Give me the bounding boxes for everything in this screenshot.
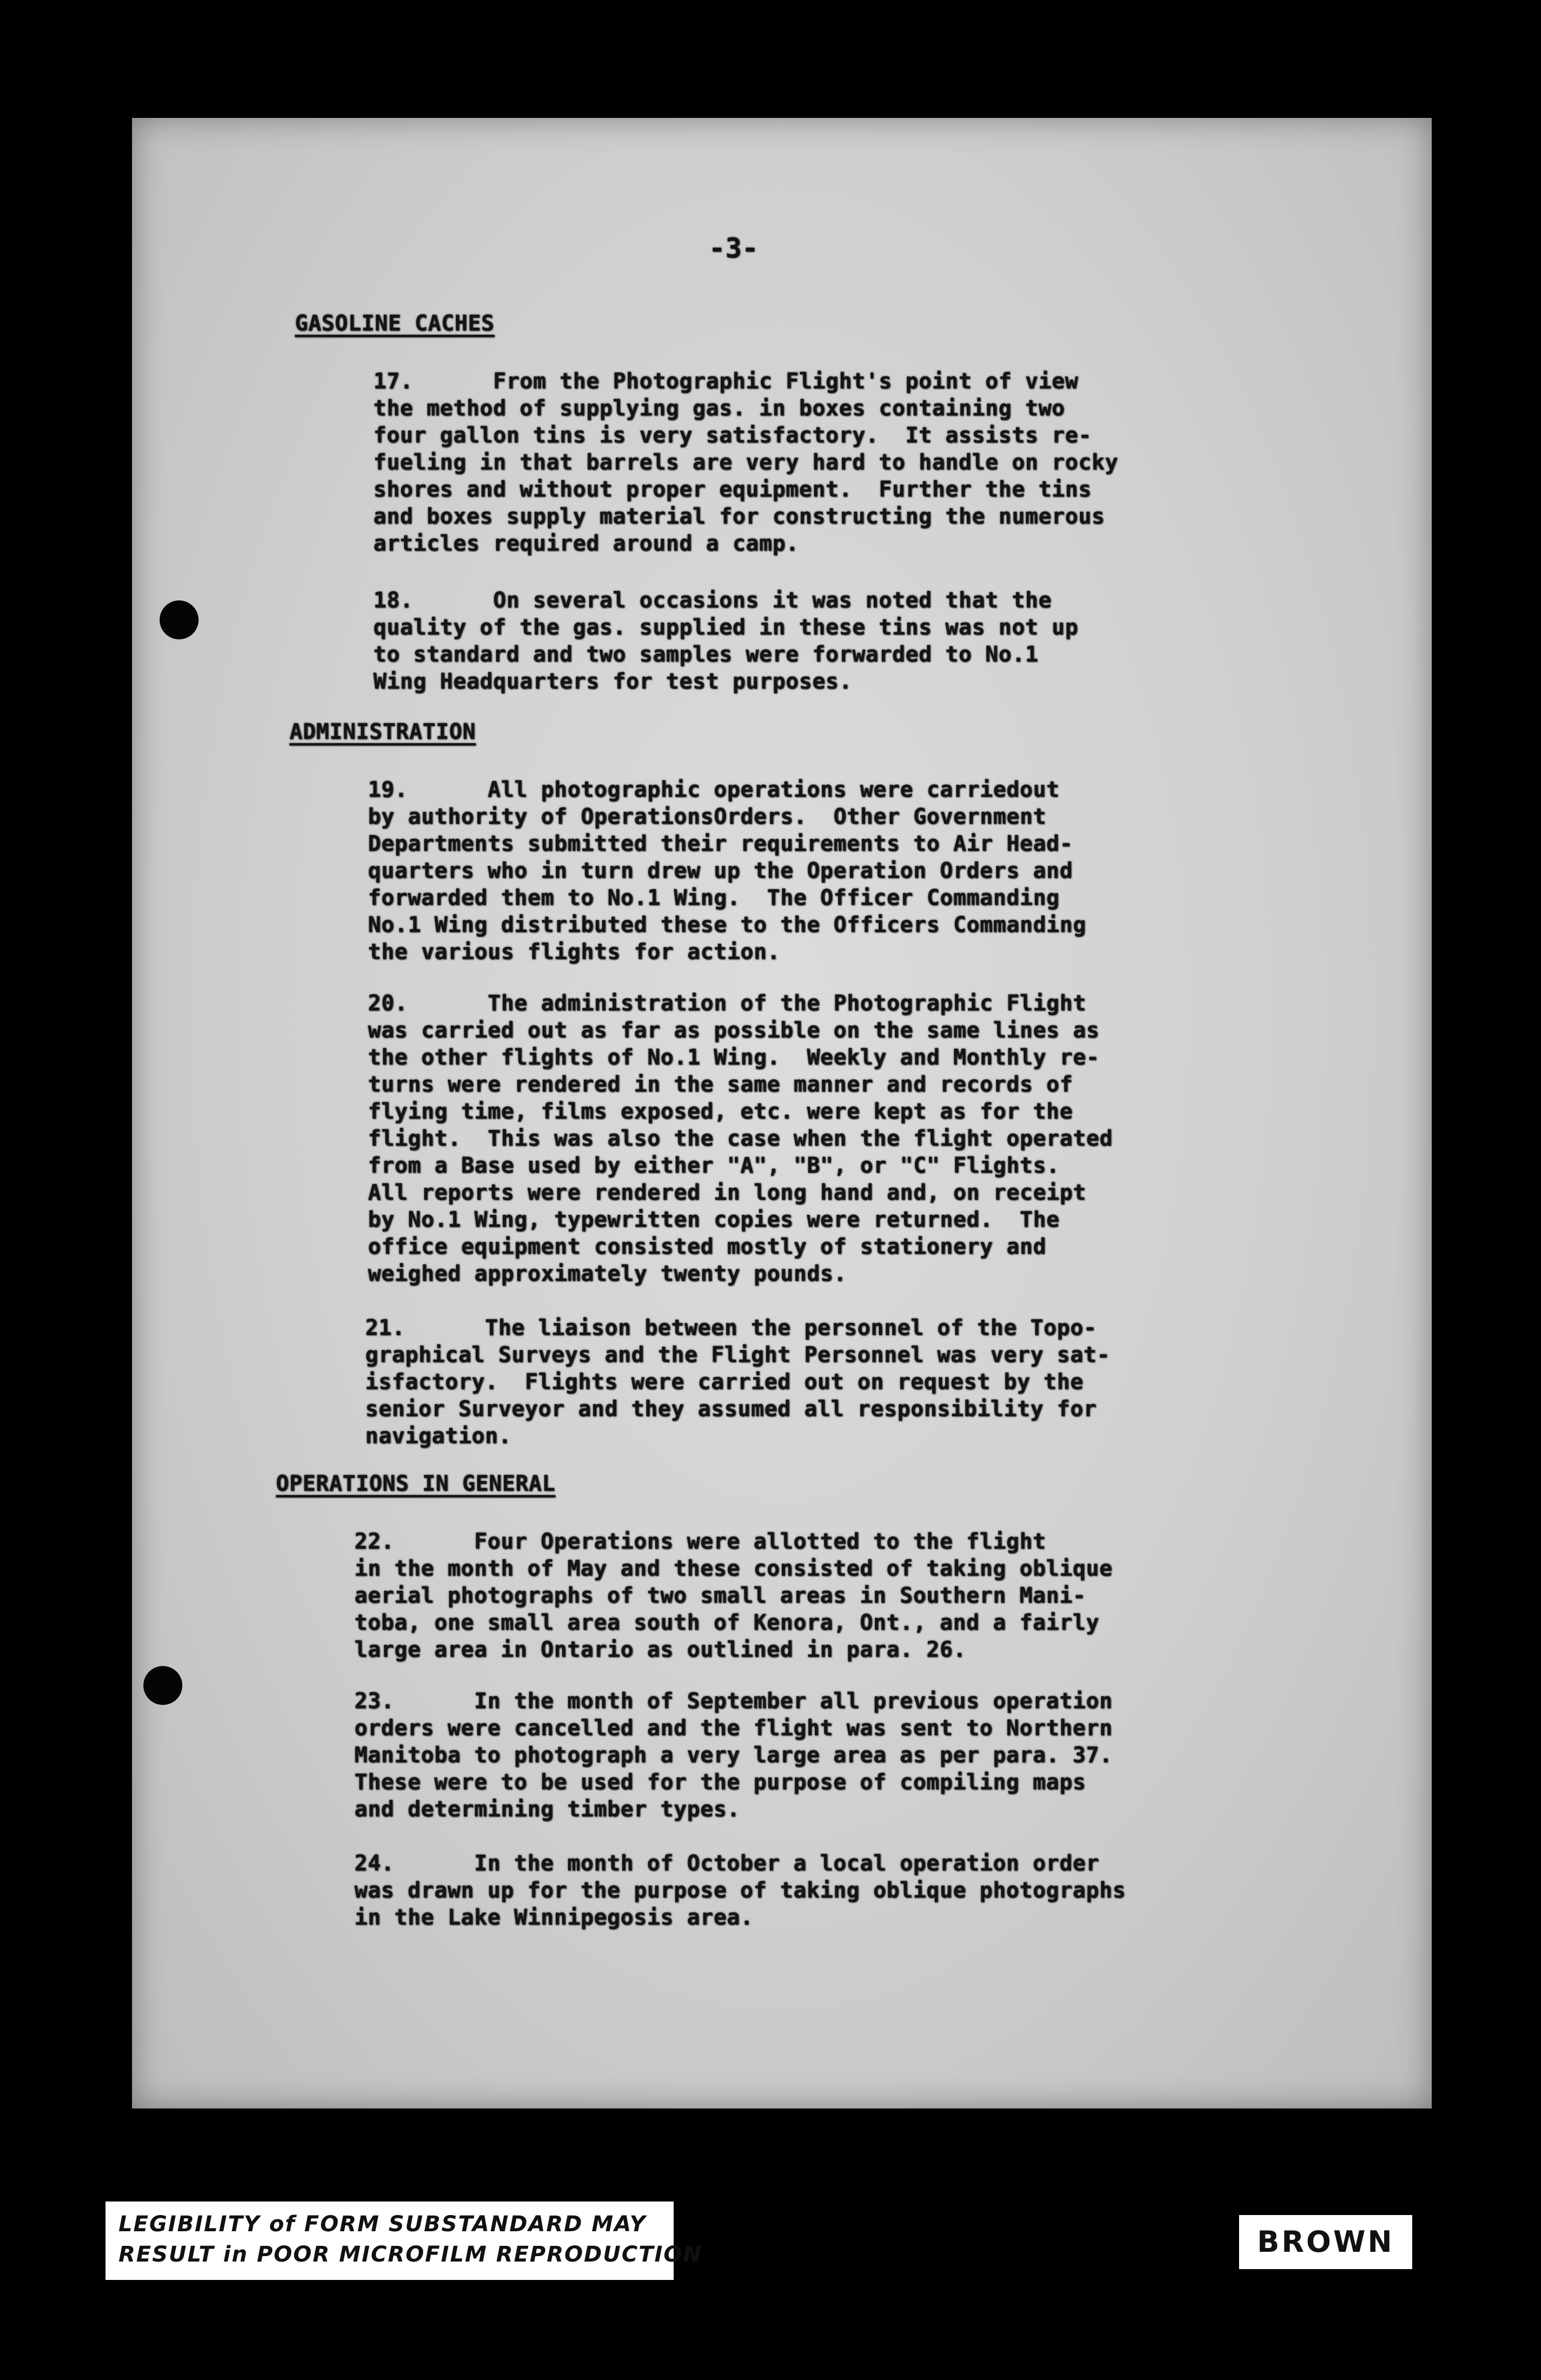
- paragraph-line: graphical Surveys and the Flight Personnel was very sat-: [365, 1343, 1110, 1367]
- paragraph-line: shores and without proper equipment. Further the tins: [373, 477, 1092, 502]
- paragraph-line: 23. In the month of September all previous operation: [354, 1689, 1113, 1714]
- punch-hole-lower: [143, 1666, 182, 1705]
- paragraph-line: 19. All photographic operations were carriedout: [368, 777, 1060, 802]
- paragraph-line: large area in Ontario as outlined in para. 26.: [354, 1637, 966, 1662]
- paragraph-line: No.1 Wing distributed these to the Officers Commanding: [368, 913, 1086, 937]
- paragraph-line: senior Surveyor and they assumed all responsibility for: [365, 1397, 1097, 1422]
- paragraph-line: and boxes supply material for constructing the numerous: [373, 504, 1105, 529]
- paragraph-24: [354, 1850, 1126, 1931]
- paragraph-line: weighed approximately twenty pounds.: [368, 1261, 847, 1286]
- paragraph-line: from a Base used by either "A", "B", or "C" Flights.: [368, 1153, 1060, 1178]
- paragraph-line: flying time, films exposed, etc. were kept as for the: [368, 1099, 1073, 1124]
- name-stamp: [1239, 2215, 1412, 2269]
- paragraph-line: by No.1 Wing, typewritten copies were returned. The: [368, 1207, 1060, 1232]
- paragraph-line: forwarded them to No.1 Wing. The Officer Commanding: [368, 885, 1060, 910]
- paragraph-line: articles required around a camp.: [373, 531, 799, 556]
- paragraph-23: [354, 1688, 1112, 1823]
- name-stamp-text: BROWN: [1257, 2225, 1394, 2259]
- paragraph-line: by authority of OperationsOrders. Other Government: [368, 804, 1046, 829]
- paragraph-line: fueling in that barrels are very hard to handle on rocky: [373, 450, 1118, 475]
- paragraph-line: Manitoba to photograph a very large area as per para. 37.: [354, 1743, 1113, 1768]
- paragraph-line: the method of supplying gas. in boxes containing two: [373, 396, 1065, 421]
- paragraph-line: turns were rendered in the same manner and records of: [368, 1072, 1073, 1097]
- heading-gasoline-caches: GASOLINE CACHES: [295, 311, 495, 336]
- paragraph-22: [354, 1528, 1112, 1663]
- paragraph-line: 21. The liaison between the personnel of the Topo-: [365, 1315, 1097, 1340]
- paragraph-line: and determining timber types.: [354, 1797, 740, 1822]
- paragraph-line: 22. Four Operations were allotted to the flight: [354, 1529, 1046, 1554]
- paragraph-line: in the Lake Winnipegosis area.: [354, 1905, 754, 1930]
- paragraph-19: [368, 776, 1086, 966]
- punch-hole-upper: [160, 600, 199, 639]
- paragraph-line: the other flights of No.1 Wing. Weekly and Monthly re-: [368, 1045, 1100, 1070]
- paragraph-line: to standard and two samples were forwarded to No.1: [373, 642, 1039, 667]
- paragraph-line: All reports were rendered in long hand and, on receipt: [368, 1180, 1086, 1205]
- paragraph-line: These were to be used for the purpose of compiling maps: [354, 1770, 1086, 1795]
- paragraph-line: quarters who in turn drew up the Operation Orders and: [368, 858, 1073, 883]
- heading-operations-in-general: OPERATIONS IN GENERAL: [276, 1471, 556, 1496]
- paragraph-line: flight. This was also the case when the flight operated: [368, 1126, 1113, 1151]
- paragraph-line: Departments submitted their requirements to Air Head-: [368, 831, 1073, 856]
- paragraph-line: 20. The administration of the Photographic Flight: [368, 991, 1086, 1016]
- paragraph-line: navigation.: [365, 1424, 512, 1449]
- paragraph-18: [373, 587, 1078, 695]
- paragraph-line: four gallon tins is very satisfactory. It assists re-: [373, 423, 1092, 448]
- paragraph-line: aerial photographs of two small areas in Southern Mani-: [354, 1583, 1086, 1608]
- paragraph-21: [365, 1314, 1110, 1450]
- paragraph-line: was drawn up for the purpose of taking oblique photographs: [354, 1878, 1126, 1903]
- legibility-line-1: LEGIBILITY of FORM SUBSTANDARD MAY: [118, 2212, 647, 2237]
- paragraph-17: [373, 368, 1118, 557]
- paragraph-line: 17. From the Photographic Flight's point of view: [373, 369, 1078, 394]
- paragraph-line: was carried out as far as possible on the same lines as: [368, 1018, 1100, 1043]
- legibility-line-2: RESULT in POOR MICROFILM REPRODUCTION: [118, 2242, 702, 2267]
- page-number: -3-: [709, 233, 759, 264]
- paragraph-line: 24. In the month of October a local operation order: [354, 1851, 1099, 1876]
- paragraph-line: Wing Headquarters for test purposes.: [373, 669, 852, 694]
- paragraph-line: toba, one small area south of Kenora, Ont., and a fairly: [354, 1610, 1099, 1635]
- paragraph-line: the various flights for action.: [368, 940, 781, 964]
- heading-administration: ADMINISTRATION: [289, 719, 476, 744]
- paragraph-line: orders were cancelled and the flight was sent to Northern: [354, 1716, 1113, 1741]
- paragraph-line: 18. On several occasions it was noted that the: [373, 588, 1052, 613]
- paragraph-line: office equipment consisted mostly of stationery and: [368, 1234, 1046, 1259]
- paragraph-line: quality of the gas. supplied in these tins was not up: [373, 615, 1078, 640]
- paragraph-20: [368, 990, 1113, 1287]
- paragraph-line: in the month of May and these consisted of taking oblique: [354, 1556, 1113, 1581]
- paragraph-line: isfactory. Flights were carried out on request by the: [365, 1370, 1084, 1394]
- legibility-warning-stamp: [106, 2202, 702, 2280]
